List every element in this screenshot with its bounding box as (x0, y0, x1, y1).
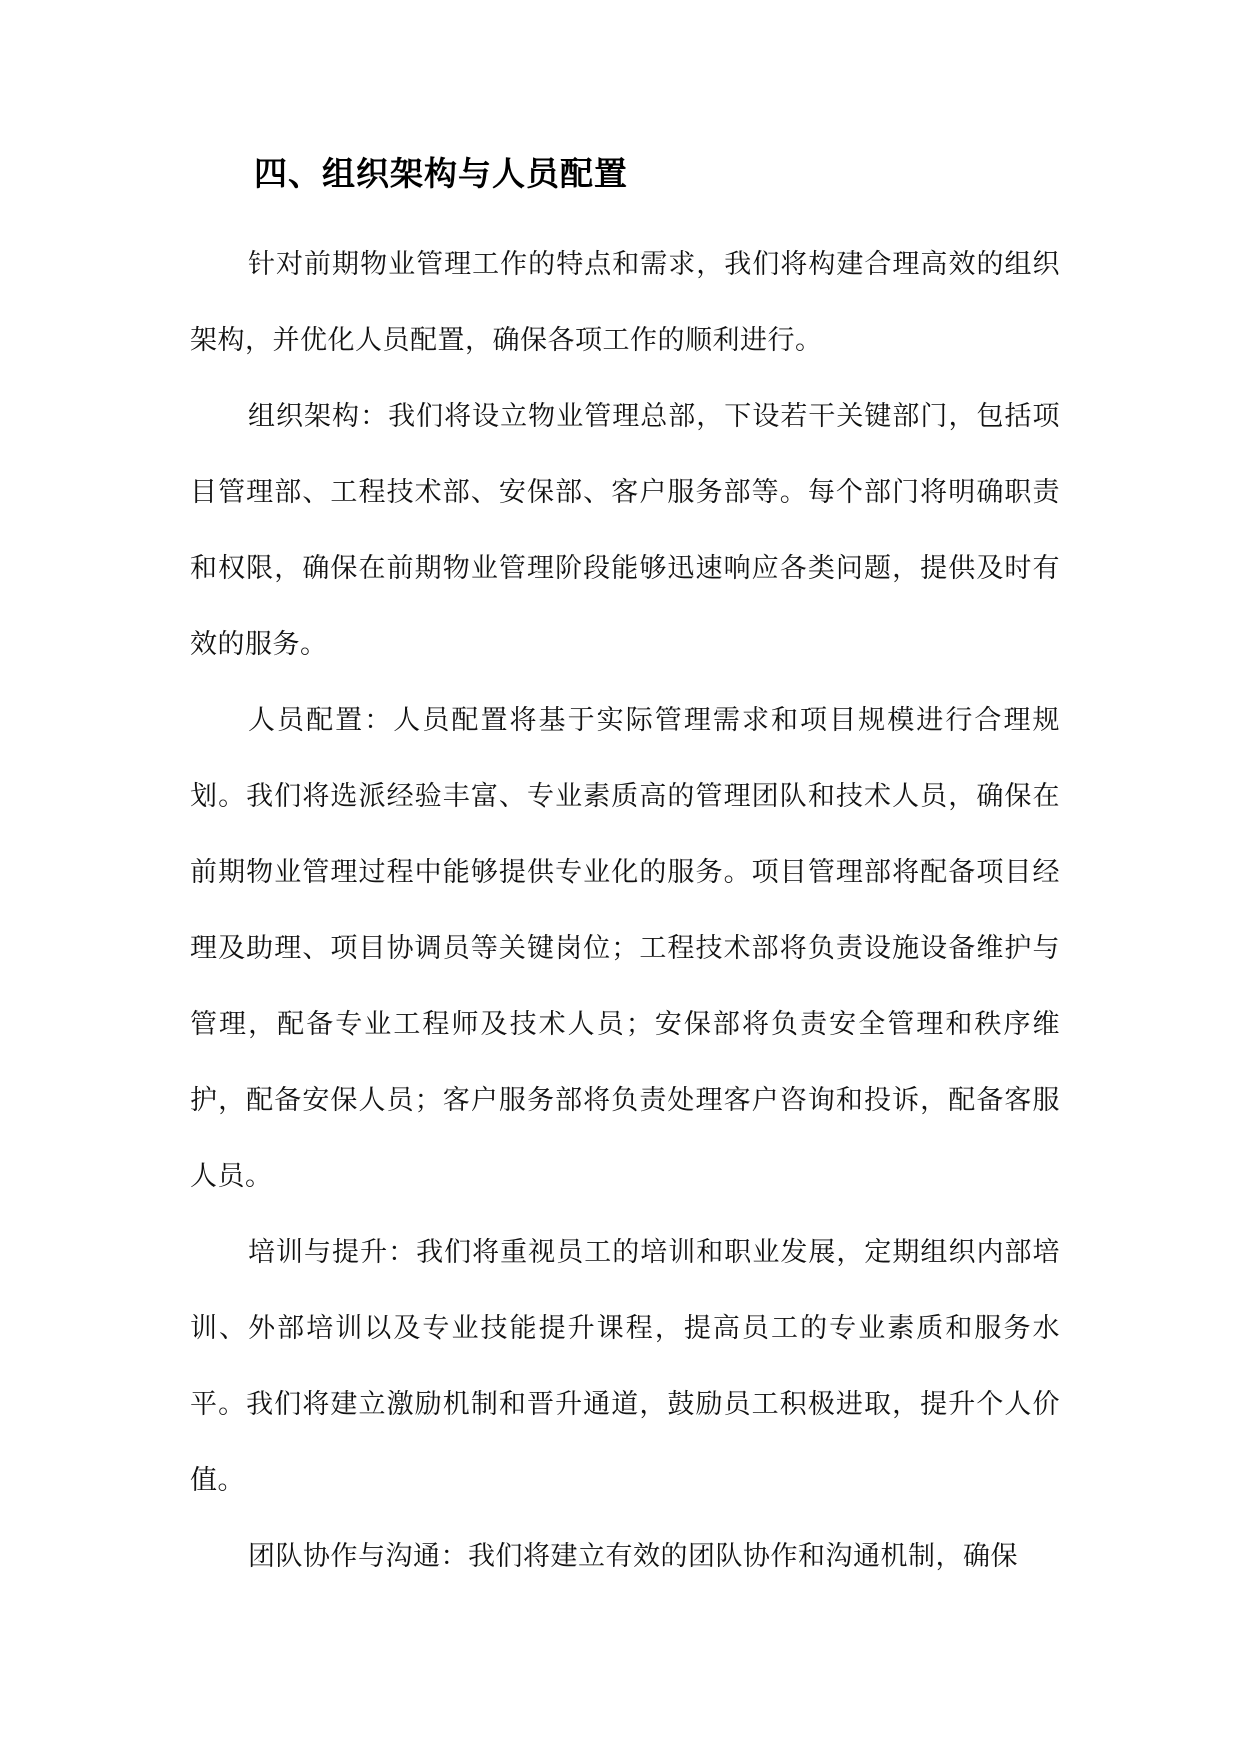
document-body (190, 148, 1060, 1595)
section-heading: 四、组织架构与人员配置 (254, 154, 628, 193)
paragraph-organization-structure: 组织架构：我们将设立物业管理总部，下设若干关键部门，包括项目管理部、工程技术部、安保部、客户服务部等。每个部门将明确职责和权限，确保在前期物业管理阶段能够迅速响应各类问题，提供及时有效的服务。 (190, 401, 1060, 660)
paragraph-intro: 针对前期物业管理工作的特点和需求，我们将构建合理高效的组织架构，并优化人员配置，确保各项工作的顺利进行。 (190, 249, 1060, 356)
paragraph-training: 培训与提升：我们将重视员工的培训和职业发展，定期组织内部培训、外部培训以及专业技能提升课程，提高员工的专业素质和服务水平。我们将建立激励机制和晋升通道，鼓励员工积极进取，提升个人价值。 (190, 1237, 1060, 1496)
paragraph-teamwork: 团队协作与沟通：我们将建立有效的团队协作和沟通机制，确保 (248, 1541, 1018, 1572)
paragraph-staffing: 人员配置：人员配置将基于实际管理需求和项目规模进行合理规划。我们将选派经验丰富、专业素质高的管理团队和技术人员，确保在前期物业管理过程中能够提供专业化的服务。项目管理部将配备项目经理及助理、项目协调员等关键岗位；工程技术部将负责设施设备维护与管理，配备专业工程师及技术人员；安保部将负责安全管理和秩序维护，配备安保人员；客户服务部将负责处理客户咨询和投诉，配备客服人员。 (190, 705, 1060, 1192)
